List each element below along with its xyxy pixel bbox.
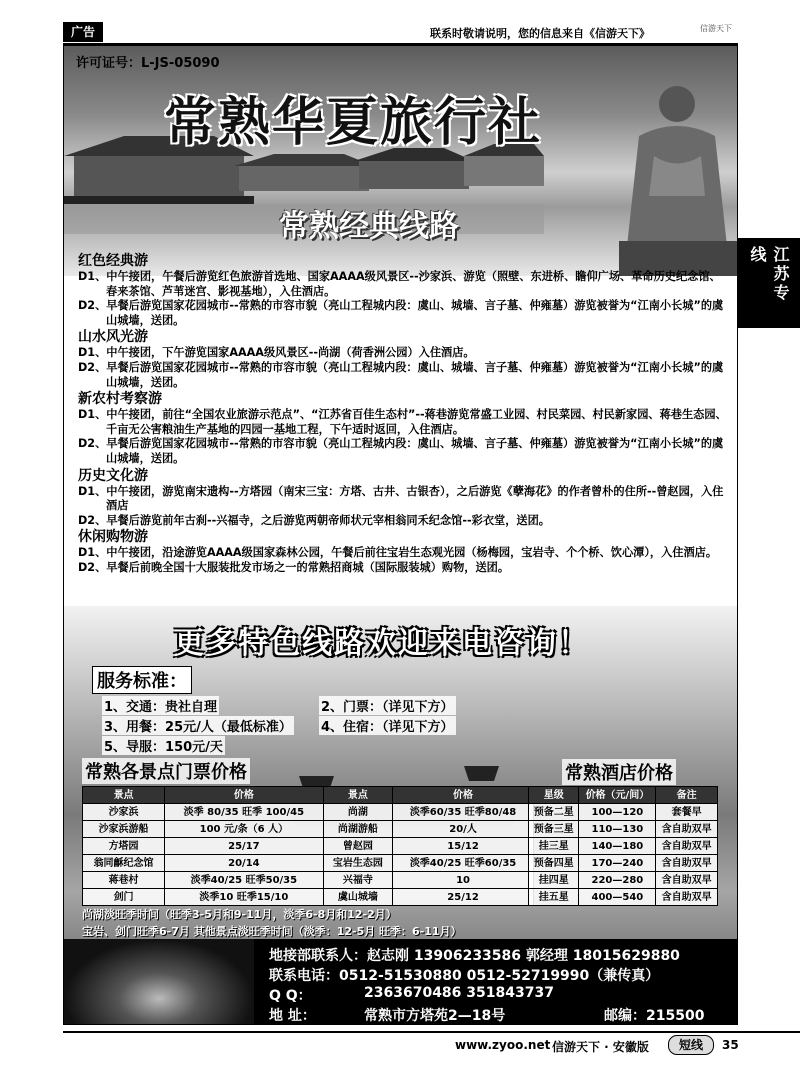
route-day: D1、中午接团，前往“全国农业旅游示范点”、“江苏省百佳生态村”--蒋巷游览常盛工业园、村民菜园、村民新家园、蒋巷生态园、千亩无公害粮油生产基地的四园一基地工程，下午适时返回，入住酒店。 (78, 408, 727, 436)
advertisement (63, 45, 738, 1025)
table-cell: 挂五星 (529, 889, 579, 906)
table-cell: 尚湖 (323, 804, 393, 821)
ad-tag: 广告 (63, 22, 103, 42)
service-item: 2、门票：（详见下方） (319, 696, 456, 715)
table-cell: 110—130 (579, 821, 656, 838)
table-cell: 淡季60/35 旺季80/48 (393, 804, 534, 821)
table-cell: 含自助双早 (656, 889, 718, 906)
table-cell: 淡季10 旺季15/10 (165, 889, 323, 906)
region-tab-label: 江苏专线 (748, 246, 790, 303)
table-row (529, 855, 718, 872)
table-cell: 140—180 (579, 838, 656, 855)
table-row (529, 804, 718, 821)
page-number: 35 (722, 1038, 739, 1052)
table-row (83, 804, 534, 821)
hotel-price-table (528, 786, 718, 906)
contact-panel (64, 939, 737, 1024)
route-day: D1、中午接团，下午游览国家AAAA级风景区--尚湖（荷香洲公园）入住酒店。 (78, 346, 475, 360)
table-cell: 套餐早 (656, 804, 718, 821)
route-history (78, 468, 728, 529)
table-cell: 沙家浜游船 (83, 821, 165, 838)
contact-phone: 联系电话：0512-51530880 0512-52719990（兼传真） (269, 968, 660, 984)
table-cell: 翁同龢纪念馆 (83, 855, 165, 872)
table-cell: 尚湖游船 (323, 821, 393, 838)
table-cell: 预备二星 (529, 804, 579, 821)
table-cell: 170—240 (579, 855, 656, 872)
route-day: D2、早餐后前晚全国十大服装批发市场之一的常熟招商城（国际服装城）购物，送团。 (78, 560, 510, 574)
call-to-action-slogan: 更多特色线路欢迎来电咨询！ (174, 626, 590, 661)
season-note: 尚湖淡旺季时间（旺季3-5月和9-11月，淡季6-8月和12-2月） (82, 908, 397, 921)
section-subtitle: 常熟经典线路 (279, 209, 459, 244)
route-title: 新农村考察游 (78, 391, 162, 408)
ticket-price-table (82, 786, 534, 906)
route-day: D2、早餐后游览前年古刹--兴福寺，之后游览两朝帝师状元宰相翁同禾纪念馆--彩衣堂，送团。 (78, 513, 550, 527)
table-cell: 100 元/条（6 人） (165, 821, 323, 838)
table-cell: 挂四星 (529, 872, 579, 889)
bottom-divider (63, 1031, 800, 1033)
ticket-price-title: 常熟各景点门票价格 (82, 758, 250, 784)
route-day: D2、早餐后游览国家花园城市--常熟的市容市貌（亮山工程城内段：虞山、城墙、言子墓、仲雍墓）游览被誉为“江南小长城”的虞山城墙，送团。 (78, 360, 724, 389)
column-header: 价格 (393, 787, 534, 804)
table-cell: 淡季40/25 旺季60/35 (393, 855, 534, 872)
route-red (78, 253, 728, 328)
table-cell: 400—540 (579, 889, 656, 906)
route-village (78, 391, 728, 466)
table-cell: 100—120 (579, 804, 656, 821)
contact-address-label: 地 址： (269, 1008, 316, 1024)
table-cell: 曾赵园 (323, 838, 393, 855)
table-cell: 沙家浜 (83, 804, 165, 821)
service-item: 1、交通：贵社自理 (102, 696, 219, 715)
route-day: D1、中午接团，沿途游览AAAA级国家森林公园，午餐后前往宝岩生态观光园（杨梅园，宝岩寺、个个桥、饮心潭），入住酒店。 (78, 546, 718, 560)
table-cell: 宝岩生态园 (323, 855, 393, 872)
table-row (529, 889, 718, 906)
publication-logo: 信游天下 (700, 24, 732, 33)
night-bridge-photo (64, 939, 254, 1024)
route-landscape (78, 329, 728, 390)
column-header: 景点 (83, 787, 165, 804)
table-cell: 含自助双早 (656, 821, 718, 838)
column-header: 景点 (323, 787, 393, 804)
table-row (529, 821, 718, 838)
route-day: D1、中午接团，午餐后游览红色旅游首选地、国家AAAA级风景区--沙家浜、游览（照壁、东进桥、瞻仰广场、革命历史纪念馆、春来茶馆、芦苇迷宫、影视基地），入住酒店。 (78, 270, 721, 298)
section-badge: 短线 (668, 1035, 714, 1055)
table-cell: 剑门 (83, 889, 165, 906)
route-title: 休闲购物游 (78, 529, 148, 546)
route-title: 红色经典游 (78, 253, 148, 269)
column-header: 价格 (165, 787, 323, 804)
route-leisure (78, 529, 728, 575)
license-number: 许可证号：L-JS-05090 (76, 56, 220, 71)
table-cell: 虞山城墙 (323, 889, 393, 906)
source-notice: 联系时敬请说明，您的信息来自《信游天下》 (430, 27, 650, 40)
route-day: D2、早餐后游览国家花园城市--常熟的市容市貌（亮山工程城内段：虞山、城墙、言子墓、仲雍墓）游览被誉为“江南小长城”的虞山城墙，送团。 (78, 437, 724, 465)
table-header-row (529, 787, 718, 804)
table-cell: 淡季40/25 旺季50/35 (165, 872, 323, 889)
hotel-price-title: 常熟酒店价格 (562, 759, 676, 785)
route-title: 山水风光游 (78, 329, 148, 346)
table-cell: 20/人 (393, 821, 534, 838)
table-cell: 25/12 (393, 889, 534, 906)
table-cell: 220—280 (579, 872, 656, 889)
table-row (83, 872, 534, 889)
table-cell: 预备三星 (529, 821, 579, 838)
contact-qq-label: Q Q： (269, 988, 312, 1004)
column-header: 价格（元/间） (579, 787, 656, 804)
table-row (529, 838, 718, 855)
column-header: 备注 (656, 787, 718, 804)
company-name: 常熟华夏旅行社 (164, 93, 543, 153)
table-cell: 蒋巷村 (83, 872, 165, 889)
contact-address: 常熟市方塔苑2—18号 (364, 1008, 506, 1024)
footer-url[interactable]: www.zyoo.net (455, 1038, 551, 1052)
table-cell: 10 (393, 872, 534, 889)
table-header-row (83, 787, 534, 804)
contact-persons: 地接部联系人：赵志刚 13906233586 郭经理 18015629880 (269, 948, 680, 964)
table-cell: 淡季 80/35 旺季 100/45 (165, 804, 323, 821)
service-standard-title: 服务标准： (92, 666, 192, 694)
hero-banner (64, 46, 737, 276)
table-cell: 20/14 (165, 855, 323, 872)
route-day: D1、中午接团，游览南宋遗构--方塔园（南宋三宝：方塔、古井、古银杏），之后游览《孽海花》的作者曾朴的住所--曾赵园，入住酒店 (78, 484, 724, 513)
contact-qq: 2363670486 351843737 (364, 985, 554, 1001)
table-row (529, 872, 718, 889)
season-note: 宝岩、剑门旺季6-7月 其他景点淡旺季时间（淡季：12-5月 旺季：6-11月） (82, 925, 462, 938)
column-header: 星级 (529, 787, 579, 804)
table-cell: 含自助双早 (656, 855, 718, 872)
table-cell: 方塔园 (83, 838, 165, 855)
table-cell: 含自助双早 (656, 838, 718, 855)
route-list (78, 252, 728, 576)
contact-postcode: 邮编：215500 (604, 1008, 705, 1024)
footer-publication: 信游天下 · 安徽版 (552, 1040, 649, 1054)
table-cell: 兴福寺 (323, 872, 393, 889)
service-item: 3、用餐：25元/人（最低标准） (102, 716, 294, 735)
region-tab (738, 238, 800, 328)
table-cell: 预备四星 (529, 855, 579, 872)
table-cell: 挂三星 (529, 838, 579, 855)
table-row (83, 855, 534, 872)
statue-illustration (609, 76, 737, 276)
table-row (83, 821, 534, 838)
service-item: 4、住宿：（详见下方） (319, 716, 456, 735)
table-row (83, 838, 534, 855)
table-cell: 25/17 (165, 838, 323, 855)
service-item: 5、导服：150元/天 (102, 736, 225, 755)
table-cell: 15/12 (393, 838, 534, 855)
route-title: 历史文化游 (78, 467, 148, 484)
table-cell: 含自助双早 (656, 872, 718, 889)
table-row (83, 889, 534, 906)
route-day: D2、早餐后游览国家花园城市--常熟的市容市貌（亮山工程城内段：虞山、城墙、言子墓、仲雍墓）游览被誉为“江南小长城”的虞山城墙，送团。 (78, 299, 724, 327)
